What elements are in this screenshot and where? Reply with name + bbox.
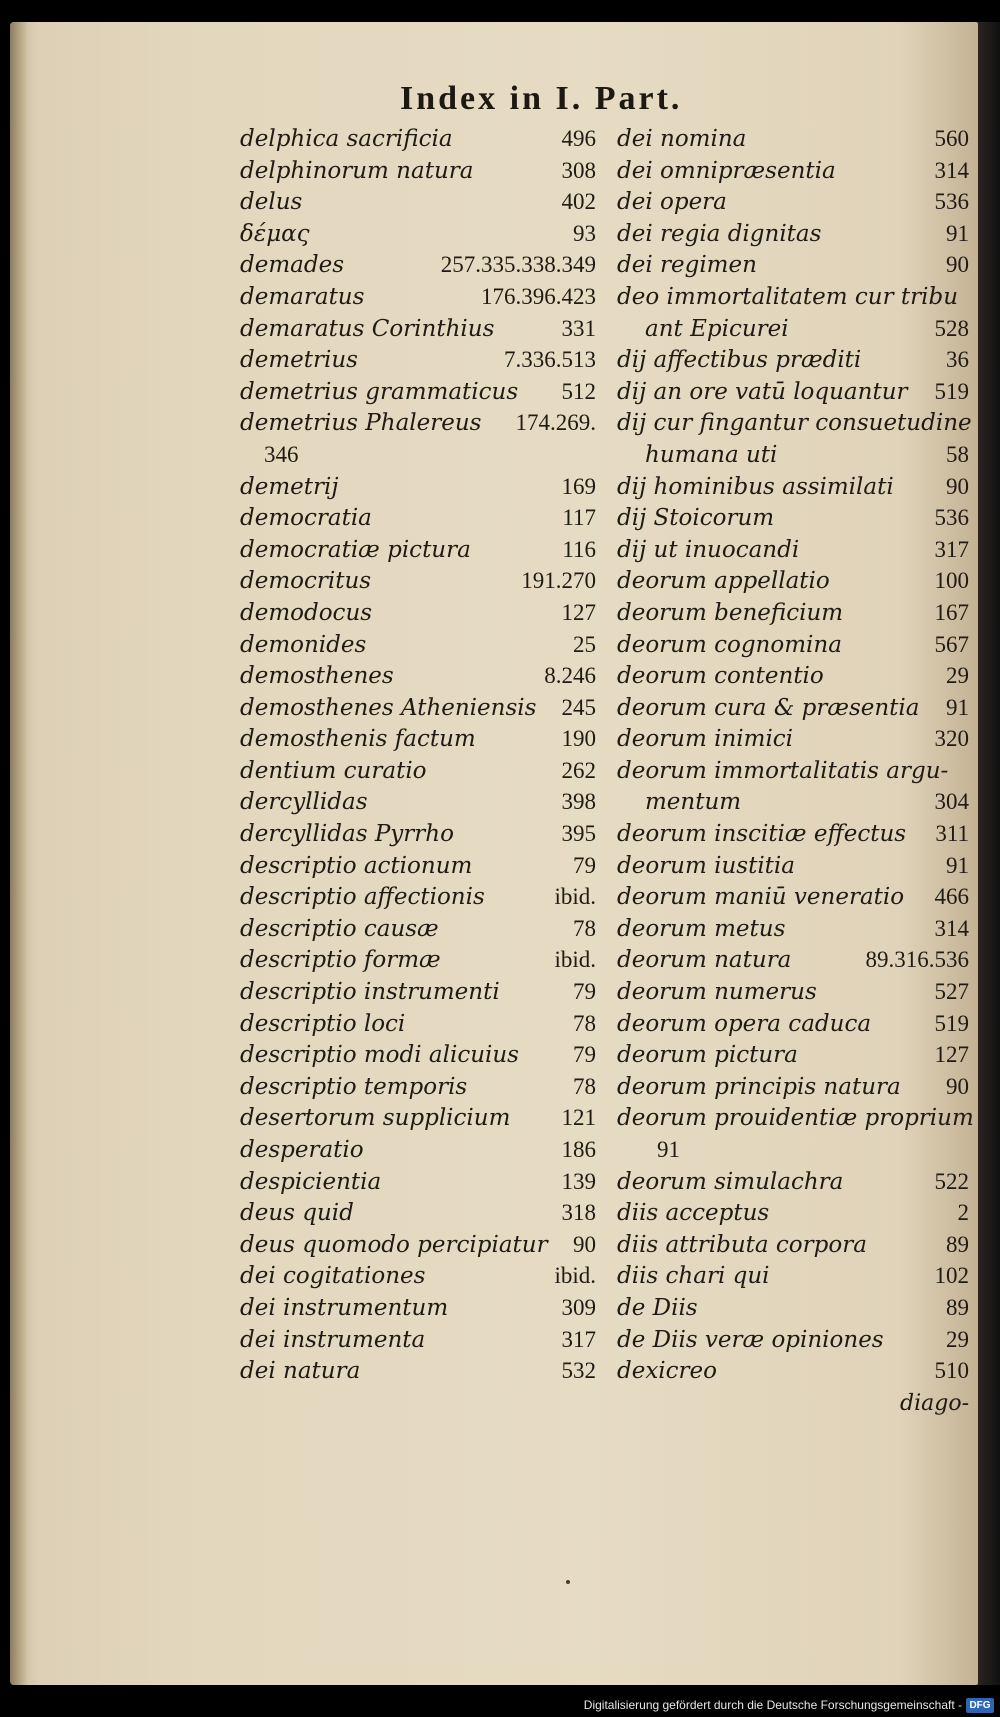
page-reference: 510 [934,1358,969,1384]
catchword: diago- [900,1391,969,1416]
index-entry [240,853,596,885]
index-term: deorum iustitia [617,852,795,879]
index-entry [617,947,969,979]
index-term: delphinorum natura [240,157,474,184]
index-entry [240,284,596,316]
page-reference: 169 [561,473,596,499]
index-term: demosthenes [240,663,394,690]
index-entry [617,695,969,727]
page-reference: 308 [561,157,596,183]
index-term: dei cogitationes [240,1263,426,1290]
index-entry [240,126,596,158]
page-reference: 245 [561,694,596,720]
page-reference: 127 [561,599,596,625]
index-entry [240,1074,596,1106]
footer-credit: Digitalisierung gefördert durch die Deutsche Forschungsgemeinschaft - [583,1698,962,1712]
page-reference: 90 [573,1231,596,1257]
page-reference: ibid. [554,1263,596,1289]
page-reference: 320 [934,726,969,752]
index-term: democratia [240,505,372,532]
page-reference: 512 [561,378,596,404]
page-reference: 79 [573,979,596,1005]
page-reference: 309 [561,1294,596,1320]
index-term: dei regia dignitas [617,220,822,247]
page-reference: 90 [946,473,969,499]
page-reference: 78 [573,1010,596,1036]
page-reference: 536 [934,505,969,531]
index-term: demades [240,252,344,279]
page-reference: 93 [573,220,596,246]
index-entry [240,789,596,821]
index-entry [240,1327,596,1359]
index-term: desperatio [240,1137,364,1163]
index-entry [240,821,596,853]
index-entry [240,474,596,506]
index-entry [240,1263,596,1295]
page-reference: 314 [934,157,969,183]
index-term: δέμας [240,220,310,247]
page-reference: 560 [934,126,969,151]
index-term: diis attributa corpora [617,1231,867,1258]
page-reference: 318 [561,1200,596,1226]
page-reference: 139 [561,1168,596,1194]
page-reference: 2 [957,1200,969,1226]
index-column-right [617,126,974,1390]
page-reference: 8.246 [544,663,596,689]
index-entry [240,1169,596,1201]
index-entry [617,979,969,1011]
index-entry [617,347,969,379]
page-reference: 317 [934,536,969,562]
index-term: deus quomodo percipiatur [240,1231,548,1258]
page-reference: 89 [946,1294,969,1320]
page-reference: 91 [946,852,969,878]
page-reference: 167 [934,599,969,625]
index-term: deorum cura & præsentia [617,694,920,721]
index-entry [240,726,596,758]
index-term: dei regimen [617,252,757,279]
index-term: diis chari qui [617,1263,770,1290]
dfg-logo: DFG [966,1698,994,1713]
index-term: delphica sacrificia [240,126,453,152]
index-term: descriptio causæ [240,915,439,942]
index-term: dei instrumentum [240,1294,449,1321]
index-entry [240,568,596,600]
page-reference: 536 [934,189,969,215]
index-term: descriptio formæ [240,947,441,974]
page-reference: 91 [946,694,969,720]
index-term: deorum inimici [617,726,794,753]
index-term: descriptio modi alicuius [240,1042,519,1069]
index-term: descriptio loci [240,1010,406,1037]
index-term: dexicreo [617,1358,717,1385]
index-term: dercyllidas [240,789,368,816]
page-reference: 91 [946,220,969,246]
page-reference: 116 [562,536,596,562]
index-entry [240,663,596,695]
page-reference: 89.316.536 [865,947,969,973]
index-term: descriptio temporis [240,1073,468,1100]
index-entry [617,1011,969,1043]
index-term: dentium curatio [240,757,427,784]
index-term: deus quid [240,1200,354,1227]
index-term: deorum simulachra [617,1168,844,1195]
page-reference: 79 [573,852,596,878]
index-entry [617,726,969,758]
index-term: demodocus [240,599,373,626]
index-entry [617,663,969,695]
index-entry [240,695,596,727]
index-term: deorum opera caduca [617,1010,872,1037]
index-entry [617,789,969,821]
index-entry [617,821,969,853]
page-reference: 29 [946,663,969,689]
index-entry [617,158,969,190]
index-term: deorum natura [617,947,792,974]
index-term: deo immortalitatem cur tribu [617,283,959,310]
index-entry [240,979,596,1011]
index-term: dei opera [617,189,727,216]
index-term: deorum metus [617,915,786,942]
page-reference: 567 [934,631,969,657]
index-entry [240,537,596,569]
page-reference: 36 [946,347,969,373]
index-term: deorum maniū veneratio [617,884,905,911]
index-entry [617,853,969,885]
index-entry [617,474,969,506]
index-term: demetrius grammaticus [240,378,519,405]
index-term: descriptio affectionis [240,884,485,911]
index-entry [617,568,969,600]
page-reference: 402 [561,189,596,215]
index-term: deorum inscitiæ effectus [617,821,907,848]
index-entry [240,221,596,253]
index-term: dij ut inuocandi [617,536,800,563]
page-reference: 398 [561,789,596,815]
index-term: dij hominibus assimilati [617,473,894,500]
page-reference: 176.396.423 [481,283,596,309]
index-entry [617,1137,969,1169]
index-entry [240,347,596,379]
page-reference: 90 [946,252,969,278]
index-term: humana uti [645,441,778,468]
page-reference: 78 [573,1073,596,1099]
index-term: democratiæ pictura [240,536,471,563]
index-term: diis acceptus [617,1200,770,1227]
index-entry [240,1137,596,1169]
index-entry [617,1358,969,1390]
page-reference: 257.335.338.349 [440,252,596,278]
index-term: dei instrumenta [240,1326,426,1353]
index-term: dei natura [240,1358,361,1385]
index-entry [617,189,969,221]
page-reference: 174.269. [515,410,596,436]
index-entry [617,1042,969,1074]
index-term: deorum beneficium [617,599,844,626]
index-term: dij affectibus præditi [617,347,862,374]
index-entry [617,916,969,948]
page-reference: 346 [264,441,299,467]
index-entry [617,1200,969,1232]
page-reference: 90 [946,1073,969,1099]
page-reference: 190 [561,726,596,752]
page-reference: 58 [946,441,969,467]
index-term: demetrij [240,473,339,500]
index-term: descriptio instrumenti [240,979,500,1006]
index-term: deorum pictura [617,1042,798,1069]
index-term: demaratus Corinthius [240,315,495,342]
index-term: democritus [240,568,372,595]
index-term: demaratus [240,283,365,310]
page-reference: 100 [934,568,969,594]
index-term: dei nomina [617,126,747,152]
page-reference: 191.270 [521,568,596,594]
index-entry [617,1263,969,1295]
page-reference: 317 [561,1326,596,1352]
page-reference: 395 [561,821,596,847]
page-reference: 496 [561,126,596,151]
index-term: deorum immortalitatis argu- [617,757,949,784]
page-reference: 117 [562,505,596,531]
index-term: demosthenis factum [240,726,476,753]
index-entry [617,442,969,474]
index-entry [240,379,596,411]
paper-speck [566,1580,570,1584]
index-entry [240,505,596,537]
index-entry [617,537,969,569]
index-term: deorum principis natura [617,1073,901,1100]
page-reference: 25 [573,631,596,657]
index-term: deorum numerus [617,979,817,1006]
index-entry [617,252,969,284]
index-entry [240,947,596,979]
index-term: de Diis veræ opiniones [617,1326,884,1353]
page-reference: 7.336.513 [504,347,596,373]
index-entry [240,1042,596,1074]
page-reference: 466 [934,884,969,910]
index-term: deorum prouidentiæ proprium [617,1105,974,1132]
index-entry [240,252,596,284]
scan-edge [978,22,1000,1685]
index-term: dij Stoicorum [617,505,775,532]
index-entry [240,189,596,221]
index-entry [617,1074,969,1106]
index-entry [240,1358,596,1390]
index-entry [617,1232,969,1264]
index-term: dij an ore vatū loquantur [617,378,908,405]
index-entry [617,884,969,916]
index-entry [617,758,969,790]
index-term: desertorum supplicium [240,1105,511,1132]
index-term: delus [240,189,303,216]
index-entry [240,1105,596,1137]
index-entry [617,1295,969,1327]
index-entry [617,1327,969,1359]
page-reference: 89 [946,1231,969,1257]
index-entry [617,221,969,253]
index-entry [240,758,596,790]
index-entry [617,1105,974,1137]
index-entry [617,1169,969,1201]
index-term: dij cur fingantur consuetudine [617,410,972,437]
index-term: deorum cognomina [617,631,842,658]
page-reference: 314 [934,915,969,941]
index-entry [240,1200,596,1232]
index-entry [617,600,969,632]
page-reference: 29 [946,1326,969,1352]
index-entry [617,505,969,537]
page-reference: ibid. [554,947,596,973]
page-reference: 127 [934,1042,969,1068]
page-reference: 91 [657,1137,680,1162]
index-entry [240,916,596,948]
index-entry [240,1232,596,1264]
index-entry [240,316,596,348]
page-reference: 528 [934,315,969,341]
running-head: Index in I. Part. [400,80,683,117]
index-entry [240,884,596,916]
page-reference: 532 [561,1358,596,1384]
page-reference: 262 [561,757,596,783]
index-entry [240,1295,596,1327]
index-term: deorum contentio [617,663,824,690]
page-reference: 331 [561,315,596,341]
index-entry [617,379,969,411]
index-entry [240,442,596,474]
index-term: dercyllidas Pyrrho [240,821,454,848]
index-entry [617,410,972,442]
index-entry [240,158,596,190]
page-reference: 186 [561,1137,596,1162]
page-reference: 522 [934,1168,969,1194]
page-reference: 102 [934,1263,969,1289]
index-entry [617,632,969,664]
index-term: demonides [240,631,367,658]
index-term: demosthenes Atheniensis [240,694,537,721]
page-reference: 527 [934,979,969,1005]
index-term: deorum appellatio [617,568,830,595]
index-term: descriptio actionum [240,852,473,879]
page-reference: 519 [934,1010,969,1036]
index-entry [240,600,596,632]
index-term: demetrius Phalereus [240,410,482,437]
index-entry [617,126,969,158]
index-term: dei omnipræsentia [617,157,836,184]
page-reference: 304 [934,789,969,815]
index-entry [617,284,969,316]
page-reference: 79 [573,1042,596,1068]
index-entry [240,410,596,442]
index-term: despicientia [240,1168,382,1195]
page-reference: 78 [573,915,596,941]
index-term: ant Epicurei [645,315,789,342]
index-term: demetrius [240,347,358,374]
page-reference: ibid. [554,884,596,910]
digitization-footer [0,1696,1000,1717]
index-term: mentum [645,789,742,816]
index-entry [240,1011,596,1043]
index-column-left [240,126,596,1390]
index-entry [240,632,596,664]
page-reference: 519 [934,378,969,404]
index-entry [617,316,969,348]
page-reference: 311 [935,821,969,847]
index-term: de Diis [617,1294,698,1321]
page-reference: 121 [561,1105,596,1131]
